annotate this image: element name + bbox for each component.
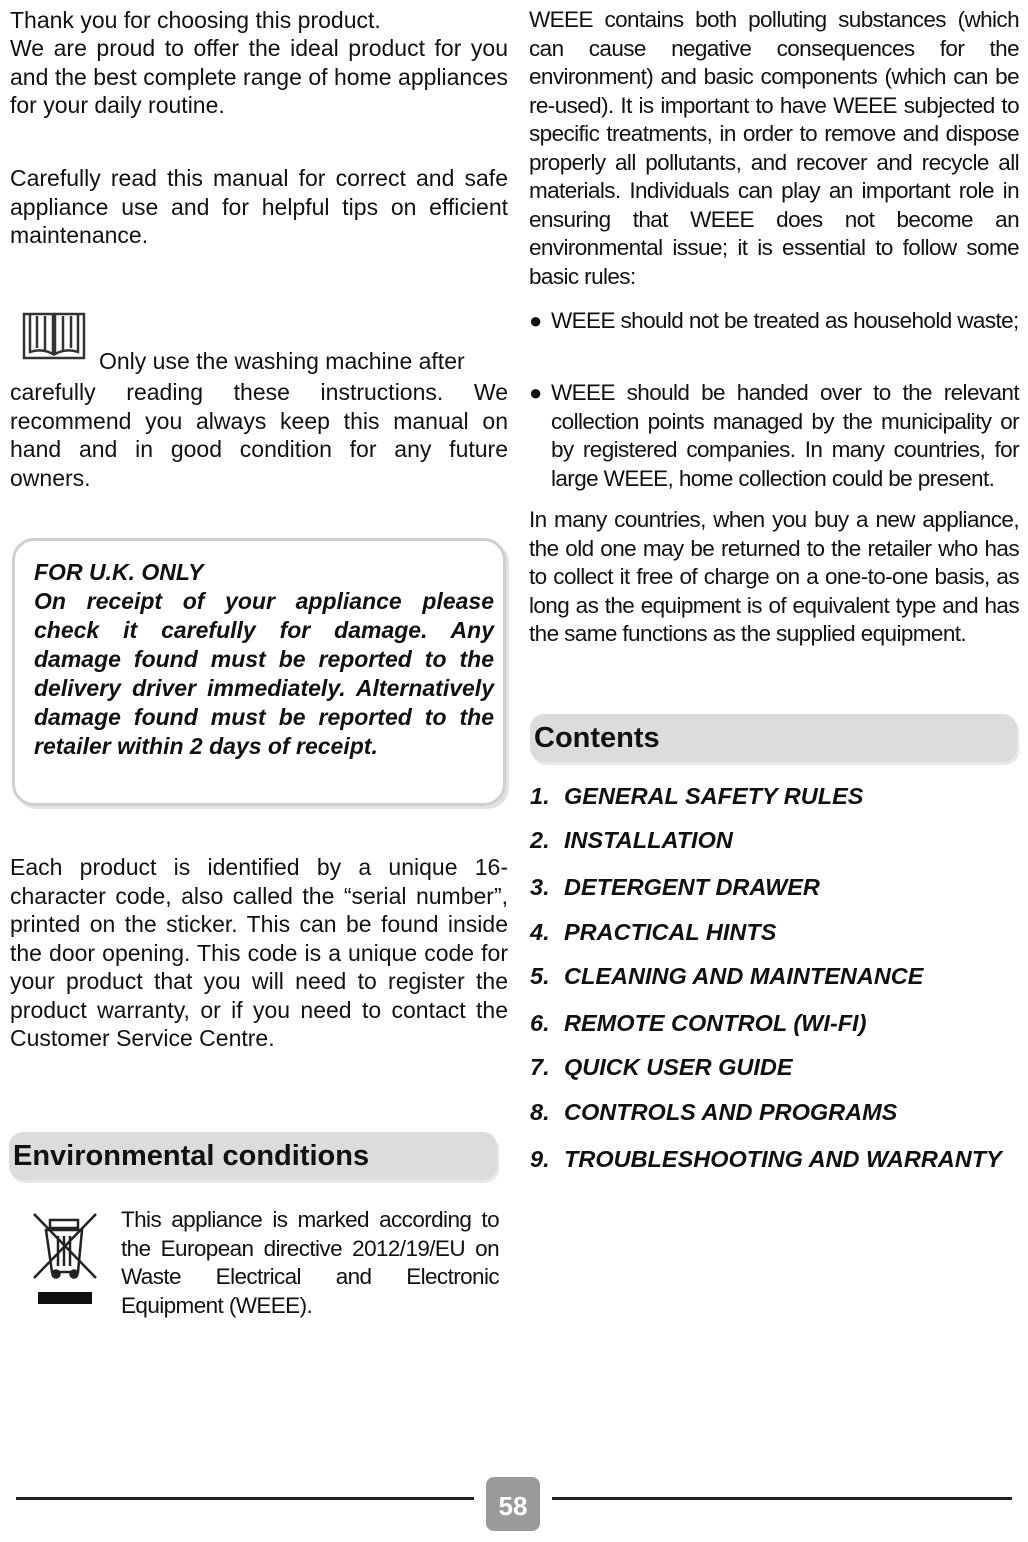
toc-item-remote-control[interactable]: 6. REMOTE CONTROL (WI-FI): [530, 1010, 867, 1036]
weee-description: WEEE contains both polluting substances (which can cause negative consequences for the environment) and basic components (which can be re-used). It is important to have WEEE subjected to specific treatments, in order to remove and dispose properly all pollutants, and recover and recycle all materials. Individuals can play an important role in ensuring that WEEE does not become an environmental issue; it is essential to follow some basic rules:: [529, 7, 1019, 289]
weee-marking-text: This appliance is marked according to the European directive 2012/19/EU on Waste Electrical and Electronic Equipment (WEEE).: [121, 1207, 499, 1318]
bullet-icon: ●: [529, 380, 543, 405]
bullet-icon: ●: [529, 308, 543, 333]
toc-item-troubleshooting-warranty[interactable]: 9. TROUBLESHOOTING AND WARRANTY: [530, 1146, 1002, 1172]
toc-item-quick-user-guide[interactable]: 7. QUICK USER GUIDE: [530, 1054, 793, 1080]
intro-proud: We are proud to offer the ideal product for you and the best complete range of home appliances for your daily routine.: [10, 35, 508, 118]
footer-divider-right: [552, 1497, 1012, 1500]
serial-number-text: Each product is identified by a unique 16-character code, also called the “serial number”, printed on the sticker. This can be found inside the door opening. This code is a unique code for your product that you will need to register the product warranty, or if you need to contact the Customer Service Centre.: [10, 854, 508, 1051]
toc-item-installation[interactable]: 2. INSTALLATION: [530, 827, 733, 853]
manual-notice-text: carefully reading these instructions. We recommend you always keep this manual on hand and in good condition for any future owners.: [10, 379, 508, 491]
toc-item-controls-programs[interactable]: 8. CONTROLS AND PROGRAMS: [530, 1099, 898, 1125]
weee-bin-icon: [30, 1210, 100, 1310]
uk-only-box: [12, 538, 506, 806]
toc-item-general-safety-rules[interactable]: 1. GENERAL SAFETY RULES: [530, 783, 864, 809]
toc-item-practical-hints[interactable]: 4. PRACTICAL HINTS: [530, 919, 777, 945]
intro-thanks: Thank you for choosing this product.: [10, 7, 381, 33]
page-number: 58: [486, 1477, 540, 1531]
environmental-conditions-heading: Environmental conditions: [9, 1132, 497, 1180]
list-item: ● WEEE should not be treated as household waste;: [529, 307, 1019, 336]
toc-item-detergent-drawer[interactable]: 3. DETERGENT DRAWER: [530, 874, 820, 900]
manual-book-icon: [22, 308, 86, 364]
contents-heading: Contents: [530, 714, 1017, 762]
toc-item-cleaning-maintenance[interactable]: 5. CLEANING AND MAINTENANCE: [530, 963, 924, 989]
manual-notice-first-line: Only use the washing machine after: [99, 348, 465, 374]
uk-only-title: FOR U.K. ONLY: [34, 559, 204, 585]
intro-read-manual: Carefully read this manual for correct and safe appliance use and for helpful tips on efficient maintenance.: [10, 165, 508, 248]
footer-divider-left: [16, 1497, 474, 1500]
return-appliance-text: In many countries, when you buy a new appliance, the old one may be returned to the retailer who has to collect it free of charge on a one-to-one basis, as long as the equipment is of equivalent type and has the same functions as the supplied equipment.: [529, 507, 1019, 646]
uk-only-text: On receipt of your appliance please check it carefully for damage. Any damage found must be reported to the delivery driver immediately. Alternatively damage found must be reported to the retailer within 2 days of receipt.: [34, 588, 494, 759]
list-item: ● WEEE should be handed over to the relevant collection points managed by the municipality or by registered companies. In many countries, for large WEEE, home collection could be present.: [529, 379, 1019, 493]
